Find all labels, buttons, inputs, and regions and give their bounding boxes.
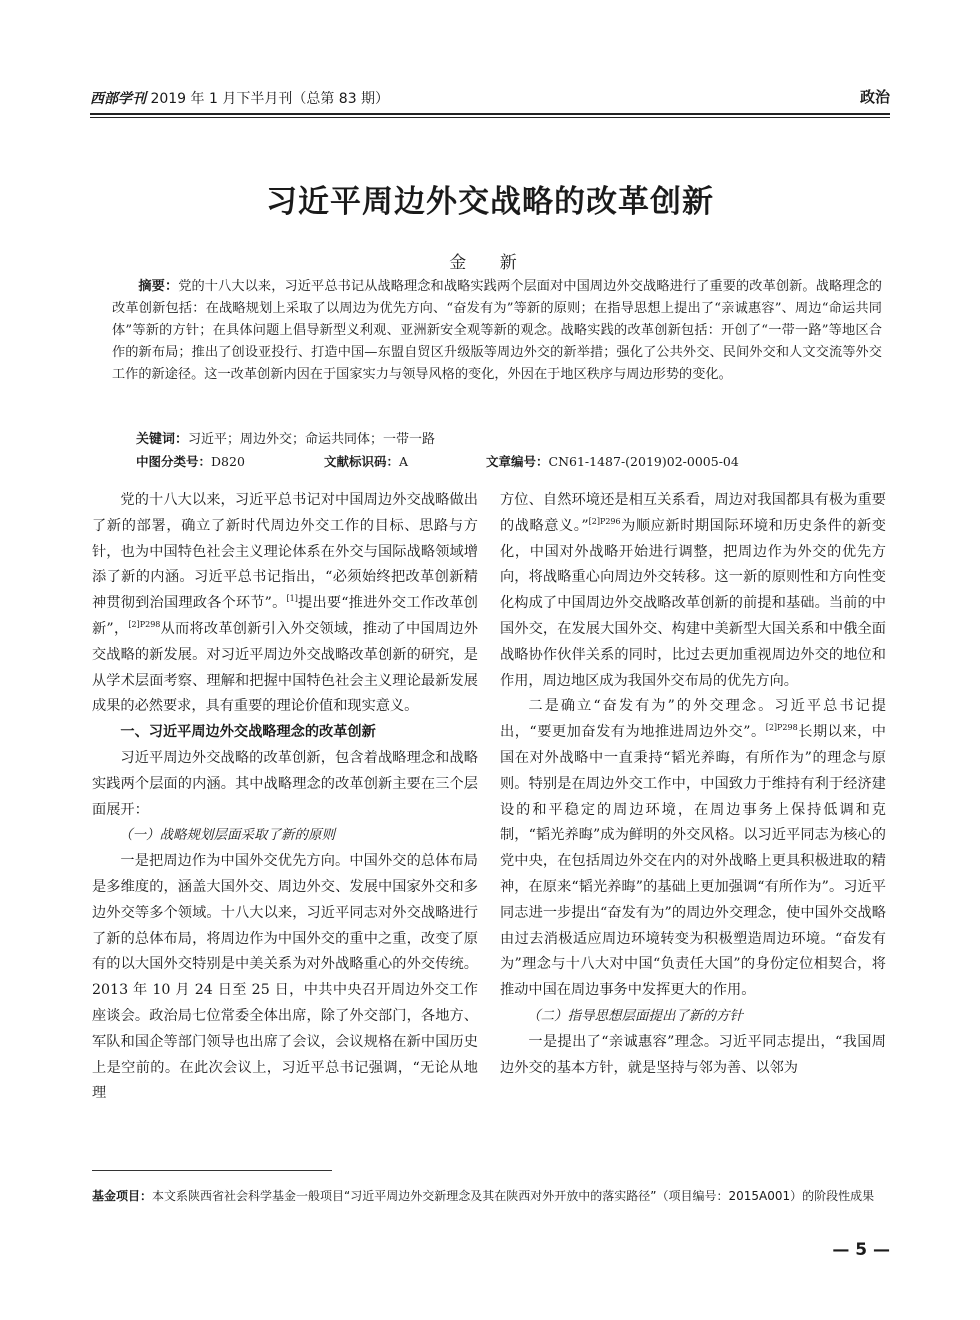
body-column-right [500, 488, 886, 1081]
paragraph [500, 694, 886, 1004]
article-number [486, 452, 739, 470]
footnote [92, 1187, 882, 1206]
paragraph [92, 488, 478, 720]
paragraph: 一是提出了“亲诚惠容”理念。习近平同志提出，“我国周边外交的基本方针，就是坚持与邻为善、以邻为 [500, 1033, 886, 1076]
footnote-rule [92, 1170, 332, 1171]
citation: [1] [286, 594, 298, 604]
article-number-value: CN61-1487-(2019)02-0005-04 [548, 454, 739, 469]
paragraph: 习近平周边外交战略的改革创新，包含着战略理念和战略实践两个层面的内涵。其中战略理念的改革创新主要在三个层面展开： [92, 749, 478, 818]
text-run: 二是确立“奋发有为”的外交理念。习近平总书记提出，“要更加奋发有为地推进周边外交”。 [500, 698, 886, 741]
doc-value: A [399, 454, 409, 469]
header-rule [90, 113, 890, 115]
text-run: 从而将改革创新引入外交领域，推动了中国周边外交战略的新发展。对习近平周边外交战略改革创新的研究，是从学术层面考察、理解和把握中国特色社会主义理论最新发展成果的必然要求，具有重要的理论价值和现实意义。 [92, 620, 478, 715]
journal-name: 西部学刊 [90, 91, 146, 107]
text-run: 为顺应新时期国际环境和历史条件的新变化，中国对外战略开始进行调整，把周边作为外交的优先方向，将战略重心向周边外交转移。这一新的原则性和方向性变化构成了中国周边外交战略改革创新的前提和基础。当前的中国外交，在发展大国外交、构建中美新型大国关系和中俄全面战略协作伙伴关系的同时，比过去更加重视周边外交的地位和作用，周边地区成为我国外交布局的优先方向。 [500, 517, 886, 689]
abstract-label: 摘要： [138, 279, 179, 294]
abstract-text: 党的十八大以来，习近平总书记从战略理念和战略实践两个层面对中国周边外交战略进行了重要的改革创新。战略理念的改革创新包括：在战略规划上采取了以周边为优先方向、“奋发有为”等新的原则；在指导思想上提出了“亲诚惠容”、周边“命运共同体”等新的方针；在具体问题上倡导新型义利观、亚洲新安全观等新的观念。战略实践的改革创新包括：开创了“一带一路”等地区合作的新布局；推出了创设亚投行、打造中国—东盟自贸区升级版等周边外交的新举措；强化了公共外交、民间外交和人文交流等外交工作的新途径。这一改革创新内因在于国家实力与领导风格的变化，外因在于地区秩序与周边形势的变化。 [112, 279, 882, 382]
keywords-text: 习近平；周边外交；命运共同体；一带一路 [188, 432, 436, 447]
journal-issue: 2019 年 1 月下半月刊（总第 83 期） [146, 91, 390, 107]
subsection-heading: （一）战略规划层面采取了新的原则 [119, 827, 335, 844]
subsection-heading: （二）指导思想层面提出了新的方针 [527, 1007, 743, 1024]
article-title: 习近平周边外交战略的改革创新 [266, 184, 714, 220]
text-run: 提出要“推进外交工作改革创新”， [92, 595, 478, 637]
article-number-label: 文章编号： [486, 454, 549, 469]
body-column-left [92, 488, 478, 1107]
article-author: 金 新 [449, 253, 531, 273]
keywords-label: 关键词： [136, 432, 189, 447]
clc-label: 中图分类号： [136, 454, 212, 469]
abstract [112, 276, 882, 386]
journal-info [90, 88, 389, 108]
citation: [2]P296 [588, 516, 621, 526]
text-run: 长期以来，中国在对外战略中一直秉持“韬光养晦，有所作为”的理念与原则。特别是在周边外交工作中，中国致力于维持有利于经济建设的和平稳定的周边环境，在周边事务上保持低调和克制，“韬光养晦”成为鲜明的外交风格。以习近平同志为核心的党中央，在包括周边外交在内的对外战略上更具积极进取的精神，在原来“韬光养晦”的基础上更加强调“有所作为”。习近平同志进一步提出“奋发有为”的周边外交理念，使中国外交战略由过去消极适应周边环境转变为积极塑造周边环境。“奋发有为”理念与十八大对中国“负责任大国”的身份定位相契合，将推动中国在周边事务中发挥更大的作用。 [500, 724, 886, 999]
keywords [136, 428, 435, 447]
text-run: 方位、自然环境还是相互关系看，周边对我国都具有极为重要的战略意义。” [500, 492, 886, 534]
citation: [2]P298 [765, 723, 798, 733]
clc-value: D820 [211, 454, 245, 469]
clc-code [136, 452, 245, 470]
running-header [90, 84, 890, 114]
text-run: 党的十八大以来，习近平总书记对中国周边外交战略做出了新的部署，确立了新时代周边外交工作的目标、思路与方针，也为中国特色社会主义理论体系在外交与国际战略领域增添了新的内涵。习近平总书记指出，“必须始终把改革创新精神贯彻到治国理政各个环节”。 [92, 492, 478, 612]
citation: [2]P298 [128, 619, 161, 629]
footnote-text: 本文系陕西省社会科学基金一般项目“习近平周边外交新理念及其在陕西对外开放中的落实路径”（项目编号：2015A001）的阶段性成果 [152, 1189, 875, 1203]
footnote-label: 基金项目： [92, 1189, 153, 1203]
classification-line [136, 452, 796, 472]
section-label: 政治 [859, 88, 890, 106]
header-rule-thin [90, 117, 890, 118]
page-number: — 5 — [832, 1240, 890, 1260]
section-heading: 一、习近平周边外交战略理念的改革创新 [120, 724, 376, 741]
doc-label: 文献标识码： [324, 454, 400, 469]
paragraph: 一是把周边作为中国外交优先方向。中国外交的总体布局是多维度的，涵盖大国外交、周边外交、发展中国家外交和多边外交等多个领域。十八大以来，习近平同志对外交战略进行了新的总体布局，将周边作为中国外交的重中之重，改变了原有的以大国外交特别是中美关系为对外战略重心的外交传统。2013 年 10 月 24 日至 25 日，中共中央召开周边外交工作座谈会。政治局七位常委全体出席，除了外交部门，各地方、军队和国企等部门领导也出席了会议，会议规格在新中国历史上是空前的。在此次会议上，习近平总书记强调，“无论从地理 [92, 853, 478, 1102]
paragraph [500, 488, 886, 694]
doc-code [324, 452, 408, 470]
